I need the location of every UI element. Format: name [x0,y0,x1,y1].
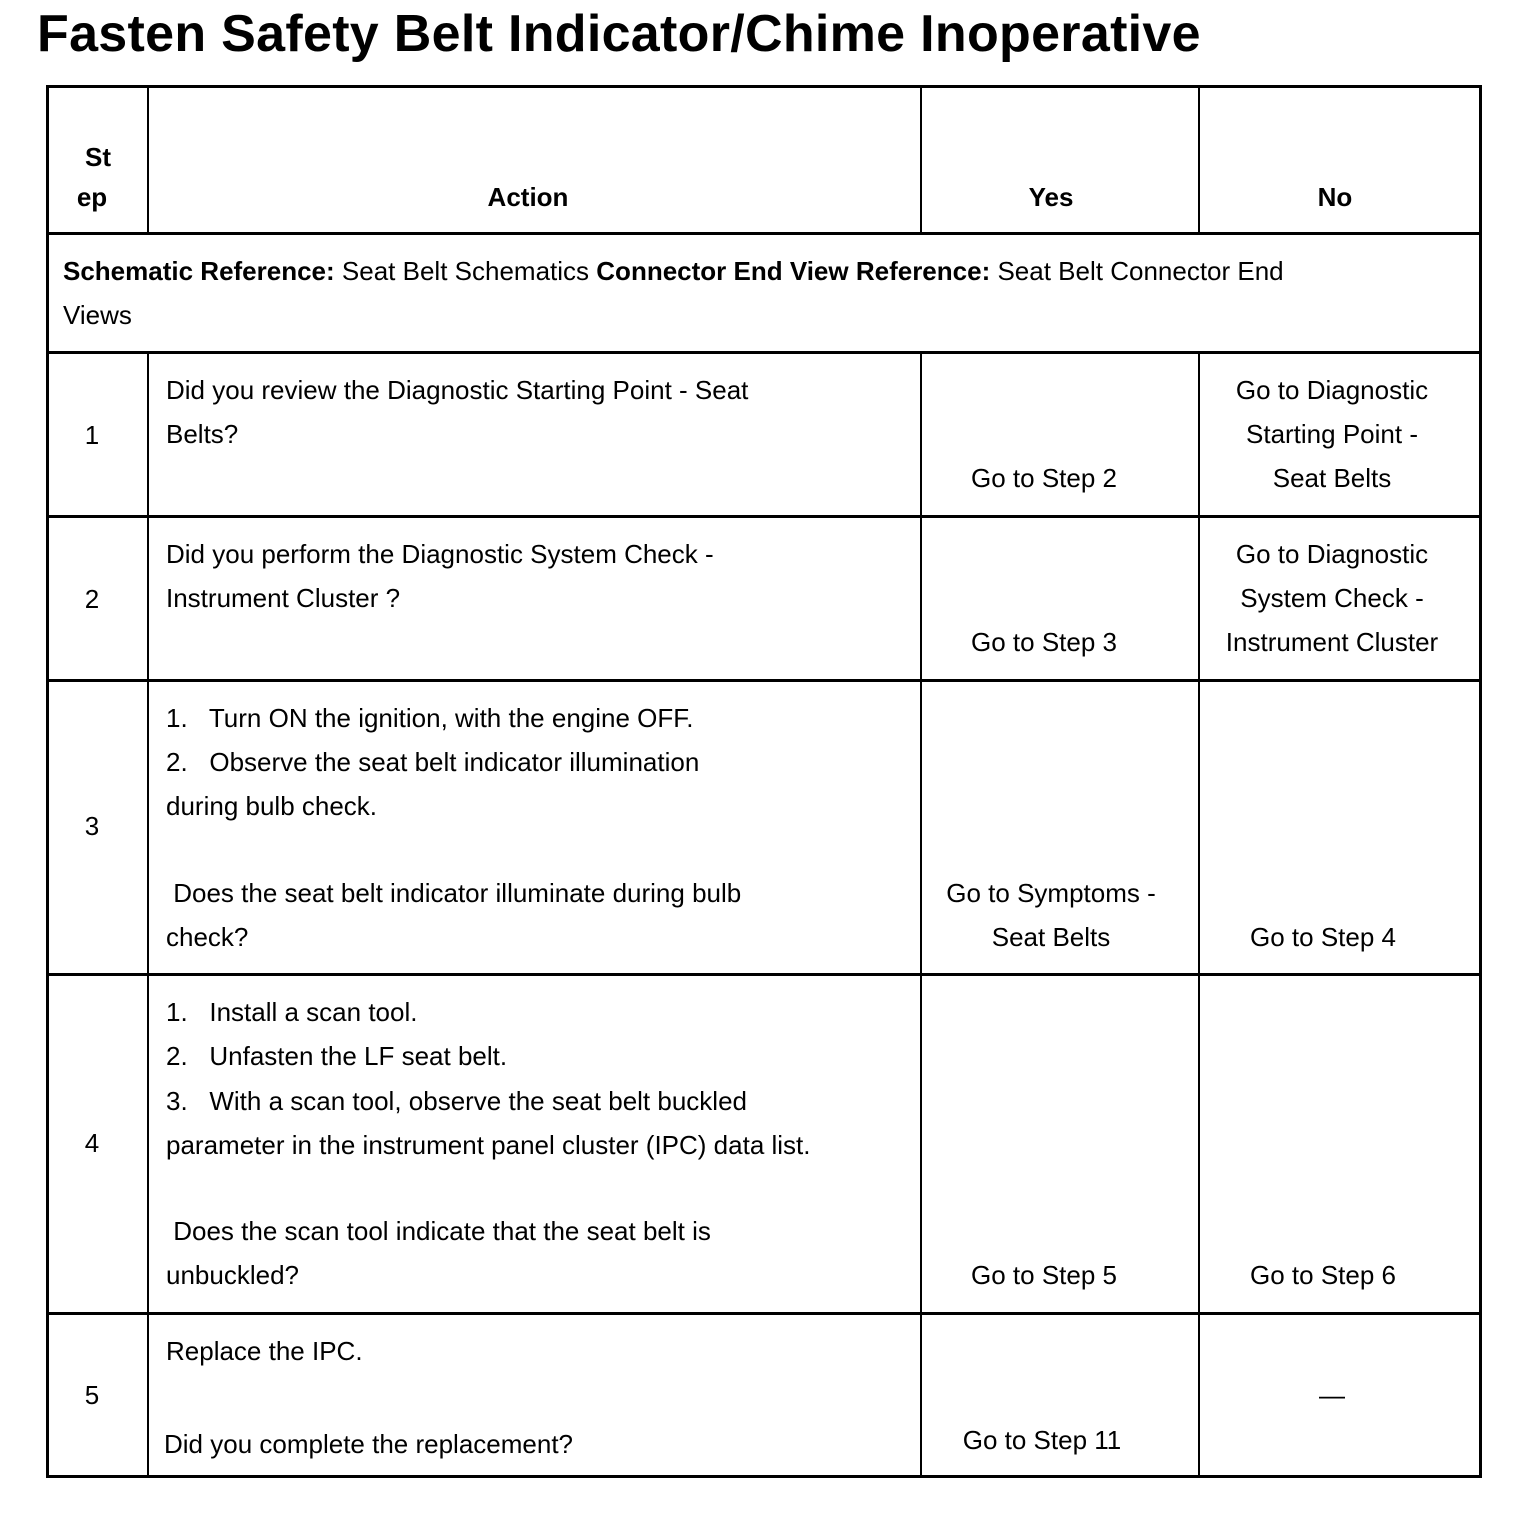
action-line: Does the scan tool indicate that the seat belt is [166,1216,711,1246]
no-result: Go to Step 6 [1250,1260,1396,1290]
no-result-line: Go to Diagnostic [1235,375,1429,405]
action-line: Instrument Cluster ? [166,583,401,613]
step-number: 4 [84,1128,100,1158]
action-line: during bulb check. [166,791,378,821]
table-border-left [46,85,49,1478]
row-divider [46,515,1482,518]
action-line: 3. With a scan tool, observe the seat belt buckled [166,1086,747,1116]
step-number: 5 [84,1380,100,1410]
table-border-bottom [46,1475,1482,1478]
no-result-line: Go to Diagnostic [1235,539,1429,569]
yes-result: Go to Step 5 [971,1260,1117,1290]
diagnostic-table [46,85,1482,1478]
action-line: Replace the IPC. [166,1336,363,1366]
row-divider [46,679,1482,682]
header-step-line2: ep [76,182,108,212]
action-line: check? [166,922,249,952]
schematic-reference-value: Seat Belt Schematics [341,256,590,286]
header-no: No [1317,182,1353,212]
action-line: 2. Unfasten the LF seat belt. [166,1041,508,1071]
step-number: 2 [84,584,100,614]
no-result-line: Instrument Cluster [1225,627,1439,657]
reference-line [63,249,1284,293]
action-line: Belts? [166,419,239,449]
reference-line-cont: Views [63,300,132,330]
yes-result-line: Go to Symptoms - [946,878,1156,908]
schematic-reference-label: Schematic Reference: [63,256,335,286]
connector-reference-label: Connector End View Reference: [596,256,991,286]
yes-result: Go to Step 2 [971,463,1117,493]
header-yes: Yes [1028,182,1074,212]
action-line: 1. Turn ON the ignition, with the engine OFF. [166,703,694,733]
col-divider [147,352,149,1477]
row-divider [46,973,1482,976]
step-number: 3 [84,811,100,841]
row-divider [46,1312,1482,1315]
row-divider [46,232,1482,235]
action-line: unbuckled? [166,1260,299,1290]
action-line: Did you complete the replacement? [164,1429,574,1459]
no-result-line: System Check - [1240,583,1424,613]
row-divider [46,351,1482,354]
action-line: parameter in the instrument panel cluster (IPC) data list. [166,1130,811,1160]
action-line: 1. Install a scan tool. [166,997,418,1027]
yes-result: Go to Step 3 [971,627,1117,657]
action-line: 2. Observe the seat belt indicator illumination [166,747,700,777]
no-result: — [1319,1380,1345,1410]
no-result-line: Starting Point - [1246,419,1418,449]
action-line: Did you perform the Diagnostic System Check - [166,539,714,569]
yes-result-line: Seat Belts [991,922,1111,952]
no-result: Go to Step 4 [1250,922,1396,952]
table-border-top [46,85,1482,88]
yes-result: Go to Step 11 [962,1425,1122,1455]
connector-reference-value: Seat Belt Connector End [997,256,1284,286]
step-number: 1 [84,420,100,450]
header-step-line1: St [85,142,111,172]
no-result-line: Seat Belts [1272,463,1392,493]
action-line: Does the seat belt indicator illuminate during bulb [166,878,742,908]
table-border-right [1479,85,1482,1478]
page-title: Fasten Safety Belt Indicator/Chime Inoperative [37,5,1201,63]
action-line: Did you review the Diagnostic Starting Point - Seat [166,375,749,405]
header-action: Action [487,182,569,212]
